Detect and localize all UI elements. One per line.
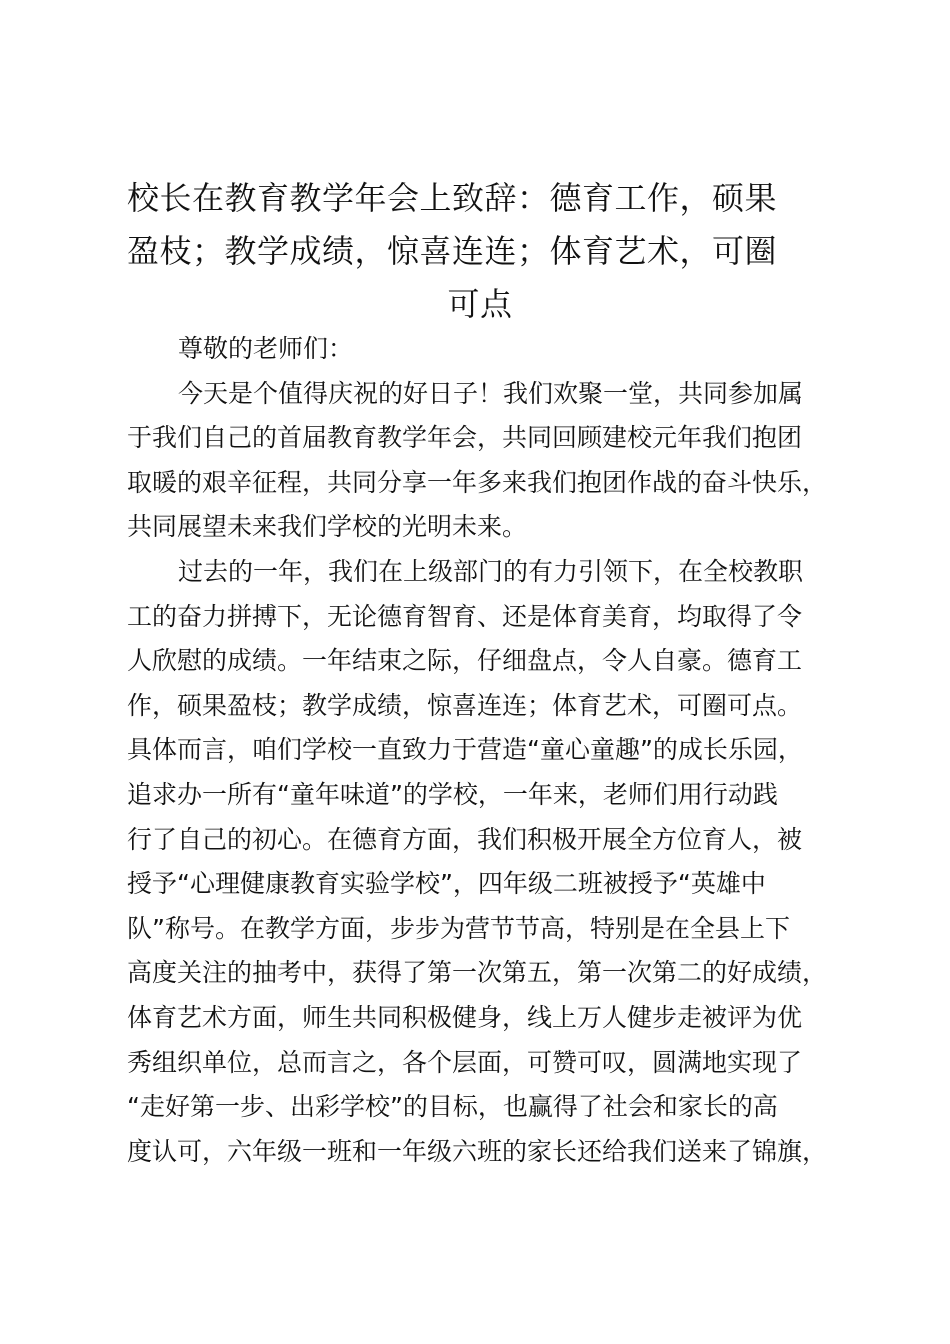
paragraph-line: 人欣慰的成绩。一年结束之际，仔细盘点，令人自豪。德育工 [127, 646, 803, 676]
paragraph-line: 行了自己的初心。在德育方面，我们积极开展全方位育人，被 [127, 824, 803, 854]
salutation: 尊敬的老师们： [178, 334, 354, 363]
paragraph-line: 作，硕果盈枝；教学成绩，惊喜连连；体育艺术，可圈可点。 [127, 690, 803, 720]
document-title [127, 172, 833, 331]
paragraph-line: 秀组织单位，总而言之，各个层面，可赞可叹，圆满地实现了 [127, 1047, 803, 1077]
paragraph-line: 高度关注的抽考中，获得了第一次第五，第一次第二的好成绩， [127, 958, 828, 988]
paragraph-line: 具体而言，咱们学校一直致力于营造“童心童趣”的成长乐园， [127, 735, 803, 765]
paragraph-line: 取暖的艰辛征程，共同分享一年多来我们抱团作战的奋斗快乐， [127, 467, 828, 497]
paragraph-line: “走好第一步、出彩学校”的目标，也赢得了社会和家长的高 [127, 1092, 778, 1122]
paragraph-line: 追求办一所有“童年味道”的学校，一年来，老师们用行动践 [127, 779, 778, 809]
title-line: 可点 [447, 285, 513, 323]
paragraph-line: 今天是个值得庆祝的好日子！我们欢聚一堂，共同参加属 [178, 378, 804, 408]
paragraph-1 [127, 372, 847, 550]
paragraph-line: 共同展望未来我们学校的光明未来。 [127, 512, 528, 542]
title-line: 校长在教育教学年会上致辞：德育工作，硕果 [127, 179, 778, 217]
document-body [127, 327, 847, 1174]
title-line: 盈枝；教学成绩，惊喜连连；体育艺术，可圈 [127, 232, 778, 270]
paragraph-line: 于我们自己的首届教育教学年会，共同回顾建校元年我们抱团 [127, 423, 803, 453]
paragraph-line: 过去的一年，我们在上级部门的有力引领下，在全校教职 [178, 556, 804, 586]
paragraph-line: 工的奋力拼搏下，无论德育智育、还是体育美育，均取得了令 [127, 601, 803, 631]
paragraph-line: 队”称号。在教学方面，步步为营节节高，特别是在全县上下 [127, 913, 790, 943]
paragraph-2 [127, 550, 847, 1174]
paragraph-line: 度认可，六年级一班和一年级六班的家长还给我们送来了锦旗， [127, 1136, 828, 1166]
paragraph-line: 体育艺术方面，师生共同积极健身，线上万人健步走被评为优 [127, 1002, 803, 1032]
paragraph-line: 授予“心理健康教育实验学校”，四年级二班被授予“英雄中 [127, 869, 766, 899]
